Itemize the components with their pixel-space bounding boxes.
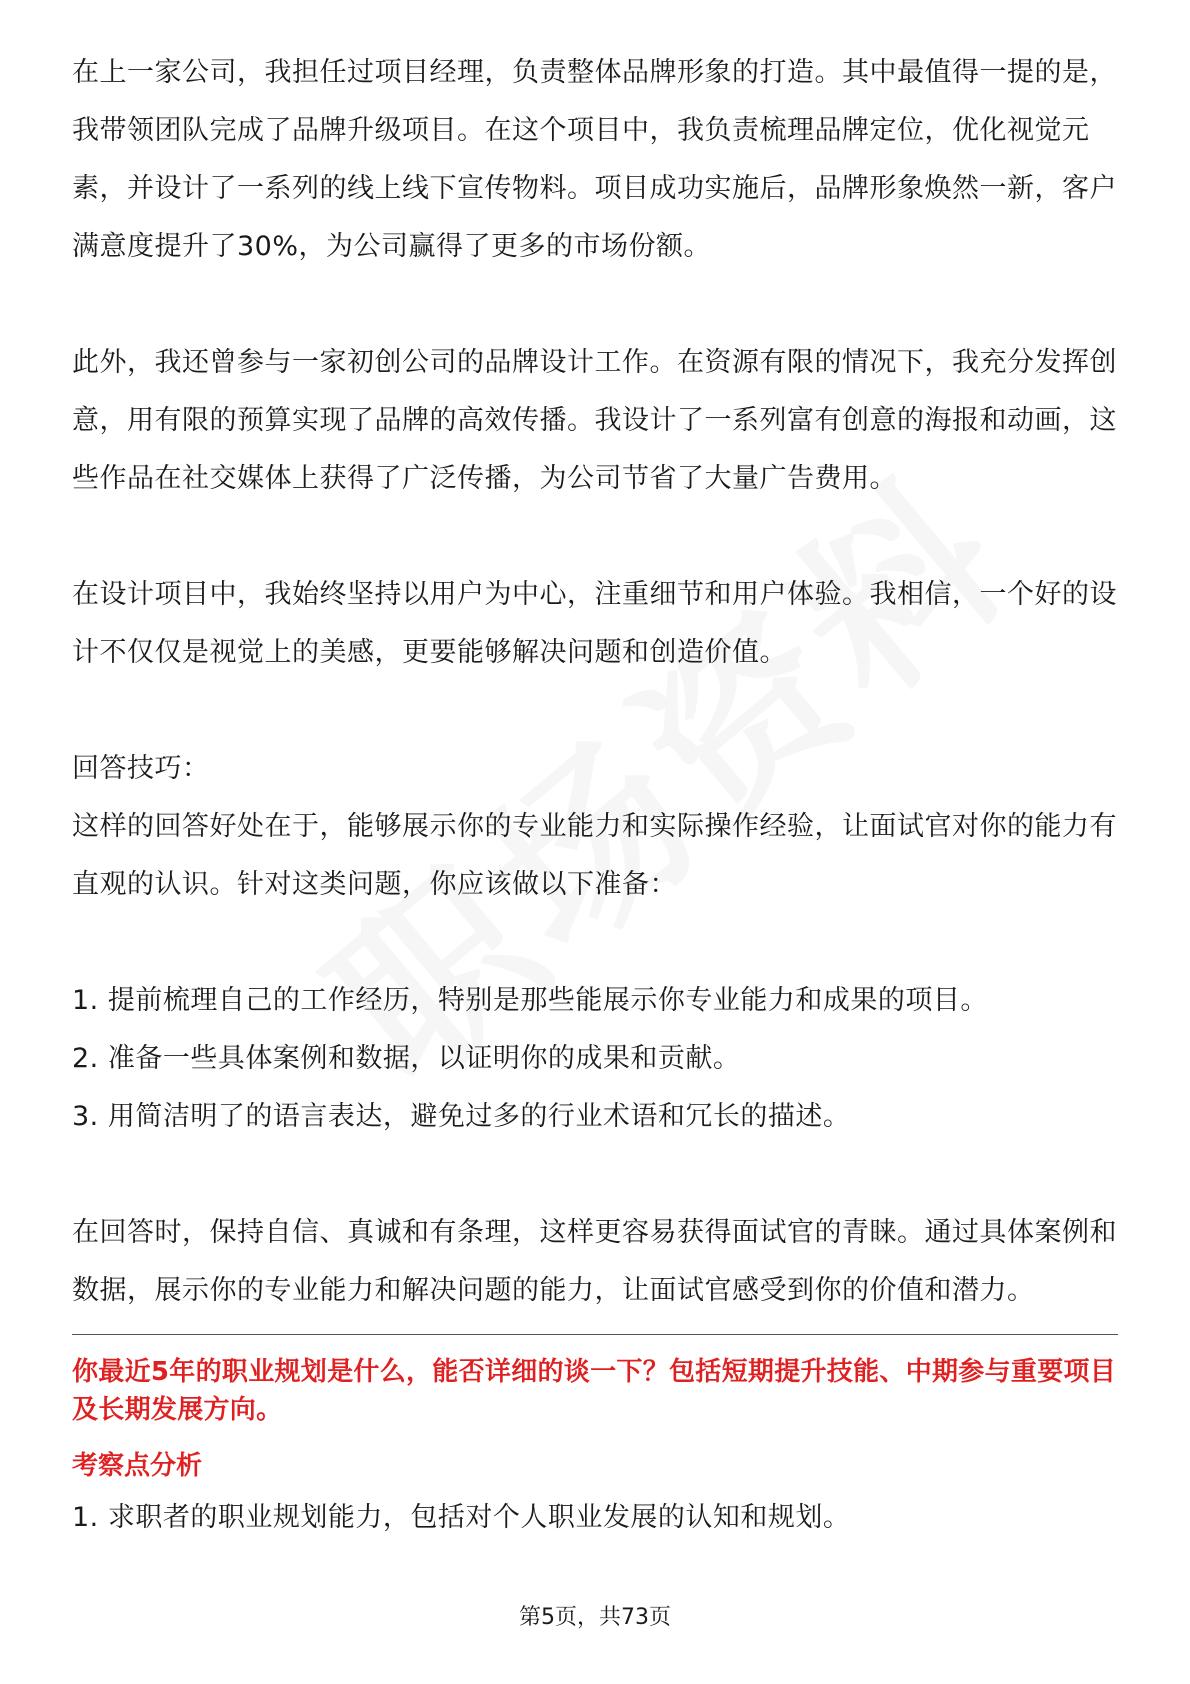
page-content [72,44,1118,1547]
tips-list-item: 1. 提前梳理自己的工作经历，特别是那些能展示你专业能力和成果的项目。 [72,985,988,1016]
question-title: 你最近5年的职业规划是什么，能否详细的谈一下？包括短期提升技能、中期参与重要项目及长期发展方向。 [72,1357,1117,1425]
section-divider [72,1334,1118,1335]
paragraph-final-advice: 在回答时，保持自信、真诚和有条理，这样更容易获得面试官的青睐。通过具体案例和数据，展示你的专业能力和解决问题的能力，让面试官感受到你的价值和潜力。 [72,1217,1117,1306]
page-number-footer: 第5页，共73页 [519,1605,671,1630]
tips-list-item: 3. 用简洁明了的语言表达，避免过多的行业术语和冗长的描述。 [72,1101,851,1132]
paragraph-user-centered: 在设计项目中，我始终坚持以用户为中心，注重细节和用户体验。我相信，一个好的设计不仅仅是视觉上的美感，更要能够解决问题和创造价值。 [72,579,1117,668]
analysis-list-item: 1. 求职者的职业规划能力，包括对个人职业发展的认知和规划。 [72,1502,851,1533]
paragraph-startup-design: 此外，我还曾参与一家初创公司的品牌设计工作。在资源有限的情况下，我充分发挥创意，用有限的预算实现了品牌的高效传播。我设计了一系列富有创意的海报和动画，这些作品在社交媒体上获得了广泛传播，为公司节省了大量广告费用。 [72,347,1117,494]
tips-list-item: 2. 准备一些具体案例和数据，以证明你的成果和贡献。 [72,1043,741,1074]
tips-body: 这样的回答好处在于，能够展示你的专业能力和实际操作经验，让面试官对你的能力有直观的认识。针对这类问题，你应该做以下准备： [72,811,1117,900]
paragraph-brand-upgrade: 在上一家公司，我担任过项目经理，负责整体品牌形象的打造。其中最值得一提的是，我带领团队完成了品牌升级项目。在这个项目中，我负责梳理品牌定位，优化视觉元素，并设计了一系列的线上线下宣传物料。项目成功实施后，品牌形象焕然一新，客户满意度提升了30%，为公司赢得了更多的市场份额。 [72,57,1117,262]
analysis-heading: 考察点分析 [72,1451,203,1481]
tips-title: 回答技巧： [72,753,210,784]
